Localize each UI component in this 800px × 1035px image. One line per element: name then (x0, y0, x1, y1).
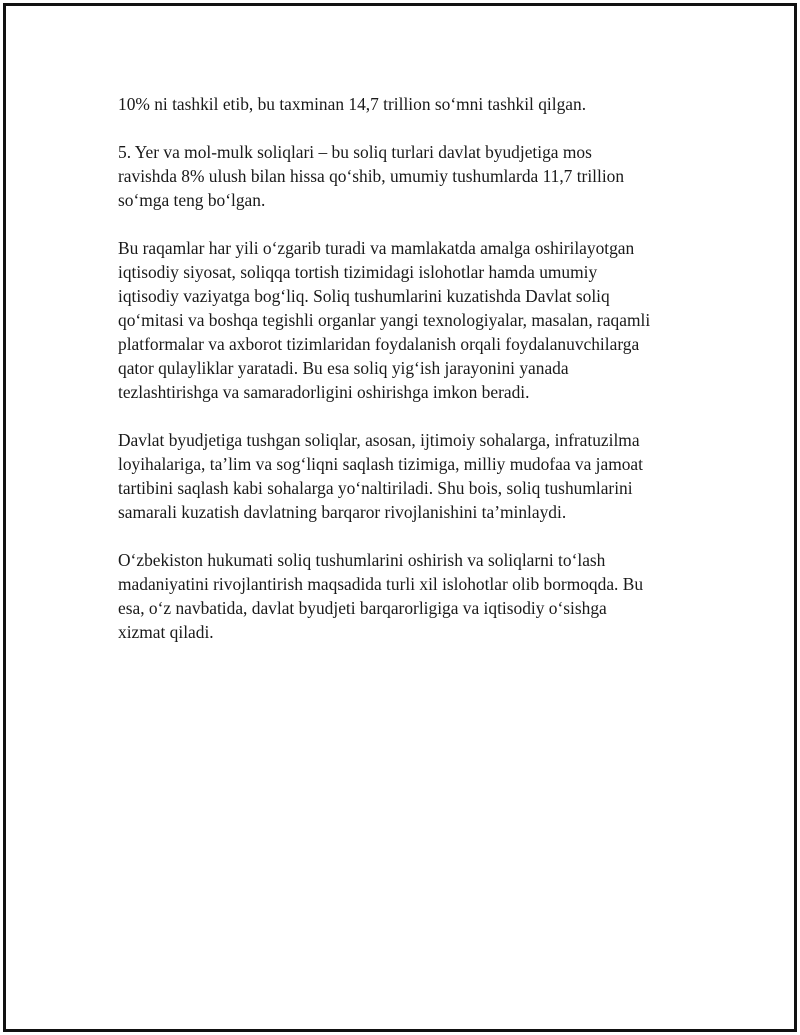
paragraph-budget-allocation: Davlat byudjetiga tushgan soliqlar, asosan, ijtimoiy sohalarga, infratuzilma loyihalariga, ta’lim va sog‘liqni saqlash tizimiga, milliy mudofaa va jamoat tartibini saqlash kabi sohalarga yo‘naltiriladi. Shu bois, soliq tushumlarini samarali kuzatish davlatning barqaror rivojlanishini ta’minlaydi. (118, 430, 643, 522)
document-body (118, 92, 698, 668)
paragraph-land-property-taxes: 5. Yer va mol-mulk soliqlari – bu soliq turlari davlat byudjetiga mos ravishda 8% ulush bilan hissa qo‘shib, umumiy tushumlarda 11,7 trillion so‘mga teng bo‘lgan. (118, 142, 625, 210)
paragraph-tax-share-continuation: 10% ni tashkil etib, bu taxminan 14,7 trillion so‘mni tashkil qilgan. (118, 94, 587, 114)
paragraph-annual-changes: Bu raqamlar har yili o‘zgarib turadi va mamlakatda amalga oshirilayotgan iqtisodiy siyosat, soliqqa tortish tizimidagi islohotlar hamda umumiy iqtisodiy vaziyatga bog‘liq. Soliq tushumlarini kuzatishda Davlat soliq qo‘mitasi va boshqa tegishli organlar yangi texnologiyalar, masalan, raqamli platformalar va axborot tizimlaridan foydalanish orqali foydalanuvchilarga qator qulayliklar yaratadi. Bu esa soliq yig‘ish jarayonini yanada tezlashtirishga va samaradorligini oshirishga imkon beradi. (118, 238, 651, 402)
paragraph-government-reforms: O‘zbekiston hukumati soliq tushumlarini oshirish va soliqlarni to‘lash madaniyatini rivojlantirish maqsadida turli xil islohotlar olib bormoqda. Bu esa, o‘z navbatida, davlat byudjeti barqarorligiga va iqtisodiy o‘sishga xizmat qiladi. (118, 550, 644, 642)
